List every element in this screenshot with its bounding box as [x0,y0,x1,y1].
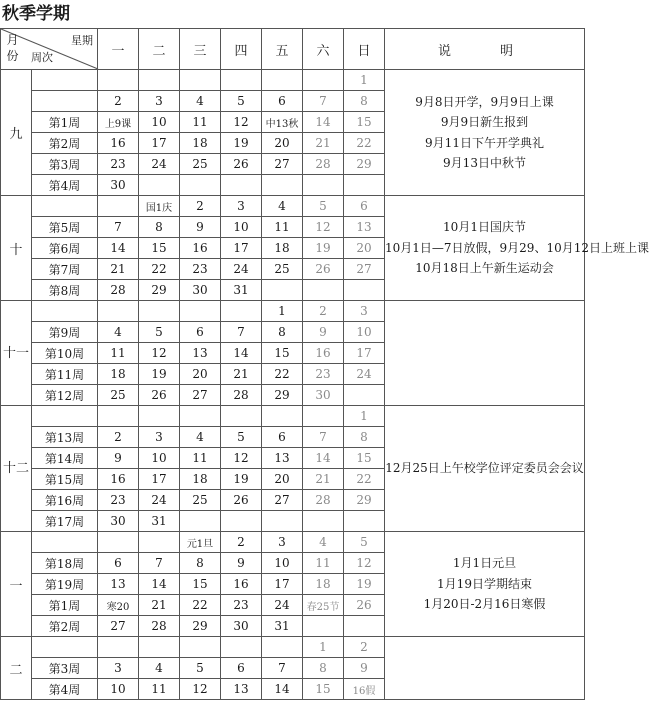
month-cell: 九 [1,70,32,196]
calendar-body [1,70,649,700]
day-cell: 14 [221,343,262,364]
week-number-cell [32,532,98,553]
day-cell: 28 [139,616,180,637]
day-cell: 16假 [344,679,385,700]
day-cell [221,637,262,658]
week-number-cell [32,70,98,91]
weekday-header-sat: 六 [303,29,344,70]
day-cell: 18 [98,364,139,385]
day-cell [303,280,344,301]
day-cell: 5 [139,322,180,343]
day-cell [344,280,385,301]
day-cell [180,511,221,532]
month-cell: 一 [1,532,32,637]
day-cell: 6 [221,658,262,679]
day-cell: 12 [303,217,344,238]
day-cell: 23 [98,154,139,175]
day-cell: 18 [303,574,344,595]
day-cell: 10 [262,553,303,574]
day-cell: 17 [262,574,303,595]
day-cell: 9 [180,217,221,238]
day-cell [262,175,303,196]
calendar-week-row [1,406,585,427]
day-cell: 23 [221,595,262,616]
day-cell: 中13秋 [262,112,303,133]
day-cell: 19 [139,364,180,385]
day-cell [139,175,180,196]
day-cell: 23 [180,259,221,280]
day-cell: 19 [344,574,385,595]
week-number-cell: 第4周 [32,679,98,700]
day-cell: 17 [344,343,385,364]
day-cell: 春25节 [303,595,344,616]
day-cell: 15 [180,574,221,595]
day-cell: 3 [98,658,139,679]
week-number-cell: 第3周 [32,658,98,679]
month-notes-cell [385,301,585,406]
calendar-week-row [1,637,585,658]
day-cell [344,511,385,532]
day-cell: 17 [139,133,180,154]
day-cell [98,637,139,658]
day-cell: 29 [344,154,385,175]
day-cell: 18 [180,469,221,490]
week-number-cell: 第15周 [32,469,98,490]
day-cell: 1 [344,70,385,91]
week-number-cell [32,637,98,658]
day-cell: 21 [98,259,139,280]
day-cell [98,70,139,91]
day-cell: 12 [221,112,262,133]
day-cell [303,70,344,91]
week-number-cell: 第1周 [32,112,98,133]
header-row [1,29,585,70]
day-cell: 29 [139,280,180,301]
day-cell: 12 [139,343,180,364]
week-number-cell: 第19周 [32,574,98,595]
day-cell: 4 [139,658,180,679]
day-cell: 29 [262,385,303,406]
week-number-cell: 第10周 [32,343,98,364]
day-cell: 25 [180,490,221,511]
day-cell [98,532,139,553]
week-header-label: 周次 [31,51,53,64]
month-cell: 二 [1,637,32,700]
day-cell: 20 [262,133,303,154]
month-cell: 十一 [1,301,32,406]
day-cell: 14 [139,574,180,595]
day-cell: 10 [98,679,139,700]
day-cell: 8 [303,658,344,679]
note-line: 1月19日学期结束 [437,576,532,591]
day-cell: 6 [180,322,221,343]
week-number-cell: 第11周 [32,364,98,385]
day-cell: 3 [139,427,180,448]
day-cell: 7 [303,91,344,112]
day-cell: 16 [303,343,344,364]
day-cell: 11 [180,112,221,133]
note-line: 12月25日上午校学位评定委员会会议 [385,461,584,476]
week-number-cell: 第4周 [32,175,98,196]
month-cell: 十 [1,196,32,301]
day-cell: 24 [262,595,303,616]
day-cell: 22 [344,469,385,490]
day-cell: 10 [344,322,385,343]
weekday-header-label: 星期 [71,34,93,47]
notes-header: 说 明 [385,29,585,70]
month-cell: 十二 [1,406,32,532]
day-cell: 28 [98,280,139,301]
day-cell: 27 [180,385,221,406]
day-cell: 17 [221,238,262,259]
day-cell [139,532,180,553]
day-cell: 30 [98,175,139,196]
week-number-cell: 第1周 [32,595,98,616]
day-cell: 6 [262,91,303,112]
day-cell: 12 [344,553,385,574]
day-cell: 10 [221,217,262,238]
day-cell [262,637,303,658]
day-cell: 11 [98,343,139,364]
calendar-week-row [1,532,585,553]
weekday-header-wed: 三 [180,29,221,70]
day-cell [139,637,180,658]
week-number-cell: 第9周 [32,322,98,343]
day-cell: 3 [221,196,262,217]
day-cell: 28 [303,154,344,175]
day-cell: 9 [98,448,139,469]
day-cell: 2 [98,91,139,112]
day-cell [221,406,262,427]
day-cell [262,406,303,427]
week-number-cell: 第18周 [32,553,98,574]
day-cell: 8 [262,322,303,343]
weekday-header-tue: 二 [139,29,180,70]
day-cell: 24 [344,364,385,385]
day-cell: 19 [303,238,344,259]
month-notes-cell [385,406,585,532]
day-cell: 8 [139,217,180,238]
day-cell: 25 [262,259,303,280]
day-cell: 6 [344,196,385,217]
month-header-label: 月份 [6,33,19,63]
day-cell [221,175,262,196]
day-cell: 12 [180,679,221,700]
day-cell: 22 [262,364,303,385]
day-cell: 24 [139,490,180,511]
header-corner-cell [1,29,98,70]
day-cell: 18 [180,133,221,154]
day-cell: 15 [344,448,385,469]
day-cell: 19 [221,469,262,490]
note-line: 1月20日-2月16日寒假 [423,597,546,612]
day-cell [221,301,262,322]
day-cell [262,511,303,532]
note-line: 10月1日—7日放假，9月29、10月12日上班上课 [385,240,649,255]
month-notes-cell [385,532,585,637]
day-cell: 9 [303,322,344,343]
day-cell: 22 [139,259,180,280]
day-cell: 26 [221,490,262,511]
day-cell: 13 [221,679,262,700]
day-cell: 4 [262,196,303,217]
day-cell: 寒20 [98,595,139,616]
day-cell: 2 [180,196,221,217]
day-cell [180,637,221,658]
day-cell [221,70,262,91]
day-cell: 29 [180,616,221,637]
day-cell [221,511,262,532]
day-cell: 9 [221,553,262,574]
day-cell: 21 [139,595,180,616]
day-cell: 8 [180,553,221,574]
day-cell: 3 [139,91,180,112]
note-line: 10月18日上午新生运动会 [415,261,554,276]
week-number-cell: 第14周 [32,448,98,469]
day-cell: 31 [221,280,262,301]
day-cell [262,280,303,301]
day-cell: 25 [98,385,139,406]
day-cell: 12 [221,448,262,469]
weekday-header-mon: 一 [98,29,139,70]
day-cell: 31 [262,616,303,637]
day-cell [139,70,180,91]
week-number-cell [32,91,98,112]
day-cell: 9 [344,658,385,679]
page-title: 秋季学期 [2,4,70,24]
day-cell: 17 [139,469,180,490]
day-cell [303,175,344,196]
day-cell: 20 [262,469,303,490]
week-number-cell: 第16周 [32,490,98,511]
day-cell [98,196,139,217]
note-line: 9月11日下午开学典礼 [425,135,544,150]
day-cell: 2 [344,637,385,658]
day-cell: 11 [262,217,303,238]
week-number-cell: 第13周 [32,427,98,448]
week-number-cell: 第7周 [32,259,98,280]
day-cell: 10 [139,448,180,469]
day-cell: 16 [98,469,139,490]
day-cell: 25 [180,154,221,175]
day-cell: 5 [221,427,262,448]
day-cell: 30 [180,280,221,301]
day-cell: 10 [139,112,180,133]
day-cell: 5 [303,196,344,217]
day-cell: 1 [303,637,344,658]
day-cell [98,406,139,427]
day-cell: 14 [303,448,344,469]
day-cell: 7 [262,658,303,679]
day-cell: 3 [344,301,385,322]
day-cell: 16 [98,133,139,154]
day-cell: 13 [98,574,139,595]
day-cell: 11 [139,679,180,700]
day-cell: 6 [262,427,303,448]
day-cell [139,301,180,322]
month-notes-cell [385,196,649,301]
day-cell: 22 [344,133,385,154]
day-cell: 30 [303,385,344,406]
day-cell: 1 [344,406,385,427]
day-cell: 15 [139,238,180,259]
day-cell: 上9课 [98,112,139,133]
day-cell: 27 [98,616,139,637]
week-number-cell [32,301,98,322]
day-cell: 24 [139,154,180,175]
day-cell: 27 [344,259,385,280]
day-cell [344,385,385,406]
day-cell: 14 [262,679,303,700]
day-cell [180,406,221,427]
day-cell [303,616,344,637]
day-cell: 30 [221,616,262,637]
day-cell [180,175,221,196]
day-cell: 31 [139,511,180,532]
note-line: 1月1日元旦 [452,556,517,571]
day-cell: 8 [344,427,385,448]
week-number-cell: 第2周 [32,133,98,154]
day-cell: 5 [180,658,221,679]
day-cell: 3 [262,532,303,553]
day-cell: 7 [221,322,262,343]
day-cell: 4 [180,91,221,112]
day-cell: 2 [221,532,262,553]
day-cell [139,406,180,427]
day-cell: 1 [262,301,303,322]
day-cell: 2 [98,427,139,448]
day-cell: 6 [98,553,139,574]
day-cell: 4 [303,532,344,553]
week-number-cell: 第3周 [32,154,98,175]
day-cell: 8 [344,91,385,112]
day-cell: 16 [180,238,221,259]
day-cell: 21 [303,133,344,154]
week-number-cell: 第5周 [32,217,98,238]
calendar-week-row [1,196,585,217]
day-cell: 27 [262,154,303,175]
calendar-week-row [1,70,585,91]
week-number-cell: 第8周 [32,280,98,301]
day-cell: 7 [139,553,180,574]
month-notes-cell [385,637,585,700]
day-cell [98,301,139,322]
day-cell: 13 [344,217,385,238]
day-cell: 5 [344,532,385,553]
day-cell: 26 [303,259,344,280]
day-cell: 24 [221,259,262,280]
day-cell: 20 [180,364,221,385]
day-cell: 23 [303,364,344,385]
day-cell [344,175,385,196]
day-cell: 国1庆 [139,196,180,217]
day-cell: 7 [98,217,139,238]
day-cell: 4 [98,322,139,343]
day-cell: 13 [262,448,303,469]
weekday-header-sun: 日 [344,29,385,70]
day-cell: 5 [221,91,262,112]
day-cell: 20 [344,238,385,259]
day-cell: 26 [344,595,385,616]
note-line: 9月13日中秋节 [443,156,526,170]
day-cell [303,511,344,532]
day-cell: 11 [303,553,344,574]
day-cell: 30 [98,511,139,532]
calendar-week-row [1,301,585,322]
day-cell: 14 [98,238,139,259]
day-cell: 19 [221,133,262,154]
day-cell: 15 [262,343,303,364]
weekday-header-thu: 四 [221,29,262,70]
week-number-cell: 第2周 [32,616,98,637]
note-line: 9月8日开学，9月9日上课 [415,94,554,109]
day-cell: 28 [303,490,344,511]
note-line: 10月1日国庆节 [443,220,526,235]
week-number-cell [32,406,98,427]
day-cell: 7 [303,427,344,448]
day-cell: 2 [303,301,344,322]
day-cell: 11 [180,448,221,469]
day-cell [344,616,385,637]
day-cell: 元1旦 [180,532,221,553]
month-notes-cell [385,70,585,196]
day-cell: 14 [303,112,344,133]
day-cell: 22 [180,595,221,616]
day-cell: 27 [262,490,303,511]
day-cell: 15 [303,679,344,700]
week-number-cell: 第12周 [32,385,98,406]
week-number-cell: 第17周 [32,511,98,532]
day-cell [180,70,221,91]
semester-calendar-table [0,28,649,700]
weekday-header-fri: 五 [262,29,303,70]
day-cell: 23 [98,490,139,511]
day-cell: 18 [262,238,303,259]
day-cell: 28 [221,385,262,406]
day-cell: 29 [344,490,385,511]
day-cell: 4 [180,427,221,448]
day-cell: 21 [221,364,262,385]
day-cell [262,70,303,91]
day-cell: 26 [139,385,180,406]
day-cell: 21 [303,469,344,490]
week-number-cell: 第6周 [32,238,98,259]
day-cell: 26 [221,154,262,175]
day-cell [303,406,344,427]
week-number-cell [32,196,98,217]
day-cell [180,301,221,322]
day-cell: 16 [221,574,262,595]
day-cell: 13 [180,343,221,364]
note-line: 9月9日新生报到 [440,115,529,129]
day-cell: 15 [344,112,385,133]
